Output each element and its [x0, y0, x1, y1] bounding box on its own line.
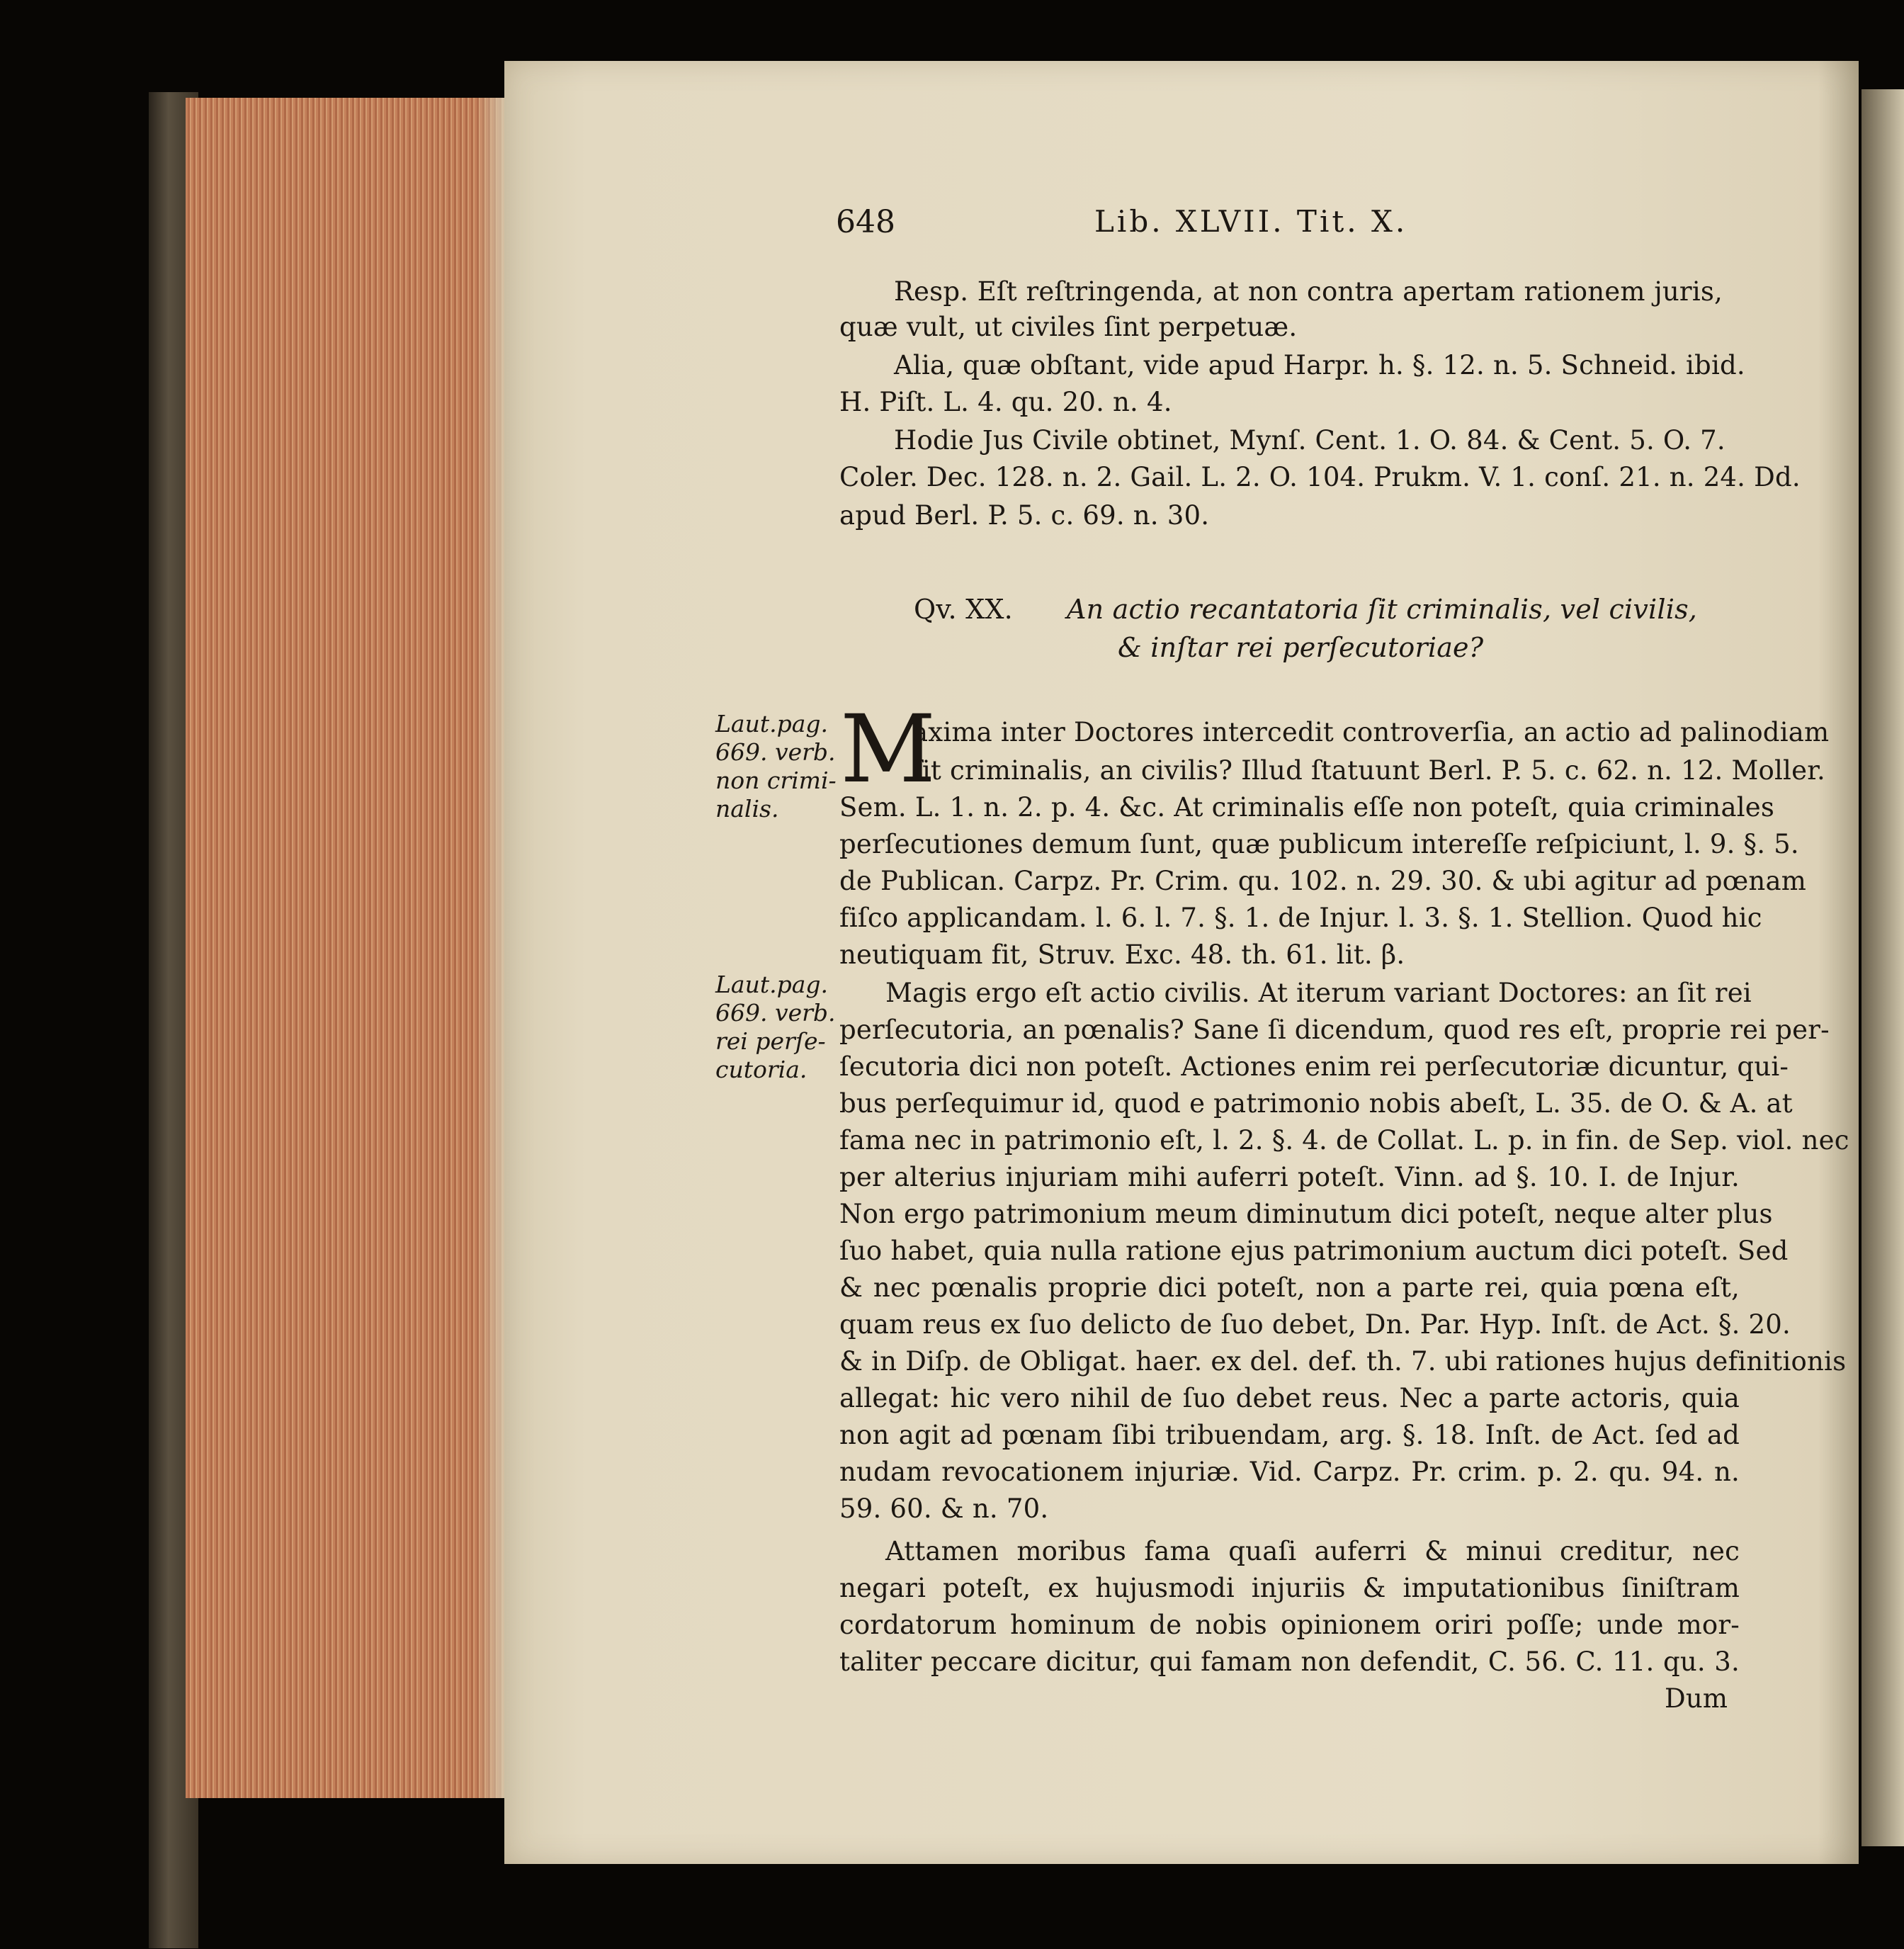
- text-line: & in Diſp. de Obligat. haer. ex del. def. th. 7. ubi rationes hujus definitionis: [839, 1346, 1847, 1377]
- text-line: & nec pœnalis proprie dici poteſt, non a parte rei, quia pœna eſt,: [839, 1272, 1740, 1303]
- text-line: bus perſequimur id, quod e patrimonio nobis abeſt, L. 35. de O. & A. at: [839, 1088, 1793, 1119]
- text-line: ſecutoria dici non poteſt. Actiones enim rei perſecutoriæ dicuntur, qui-: [839, 1051, 1789, 1082]
- text-line: fama nec in patrimonio eſt, l. 2. §. 4. de Collat. L. p. in fin. de Sep. viol. nec: [839, 1125, 1849, 1156]
- text-line: non agit ad pœnam ſibi tribuendam, arg. §. 18. Inſt. de Act. ſed ad: [839, 1420, 1740, 1450]
- page-number: 648: [836, 204, 895, 240]
- text-line: per alterius injuriam mihi auferri poteſt. Vinn. ad §. 10. I. de Injur.: [839, 1162, 1740, 1192]
- text-line: fiſco applicandam. l. 6. l. 7. §. 1. de Injur. l. 3. §. 1. Stellion. Quod hic: [839, 903, 1762, 933]
- drop-cap: M: [840, 695, 936, 804]
- question-label: Qv. XX.: [914, 594, 1013, 625]
- text-line: ſuo habet, quia nulla ratione ejus patrimonium auctum dici poteſt. Sed: [839, 1236, 1789, 1266]
- text-line: quam reus ex ſuo delicto de ſuo debet, Dn. Par. Hyp. Inſt. de Act. §. 20.: [839, 1309, 1791, 1340]
- margin-note-1: Laut.pag. 669. verb. non crimi- nalis.: [715, 710, 837, 823]
- text-line: de Publican. Carpz. Pr. Crim. qu. 102. n. 29. 30. & ubi agitur ad pœnam: [839, 866, 1807, 896]
- text-line: cordatorum hominum de nobis opinionem oriri poſſe; unde mor-: [839, 1610, 1740, 1640]
- facing-page-edge: [1862, 89, 1904, 1846]
- text-line: perſecutoria, an pœnalis? Sane ſi dicendum, quod res eſt, proprie rei per-: [839, 1015, 1830, 1045]
- question-title-line2: & inſtar rei perſecutoriae?: [1118, 632, 1484, 663]
- text-line: quæ vult, ut civiles ſint perpetuæ.: [839, 312, 1298, 342]
- running-title: Lib. XLVII. Tit. X.: [1094, 204, 1408, 239]
- page-edges: [186, 98, 510, 1798]
- text-line: ſit criminalis, an civilis? Illud ſtatuunt Berl. P. 5. c. 62. n. 12. Moller.: [912, 755, 1825, 786]
- text-line: neutiquam fit, Struv. Exc. 48. th. 61. lit. β.: [839, 939, 1405, 970]
- text-line: Resp. Eſt reſtringenda, at non contra apertam rationem juris,: [894, 276, 1723, 307]
- text-line: Alia, quæ obſtant, vide apud Harpr. h. §. 12. n. 5. Schneid. ibid.: [894, 350, 1745, 380]
- text-line: taliter peccare dicitur, qui famam non defendit, C. 56. C. 11. qu. 3.: [839, 1646, 1740, 1677]
- text-line: Non ergo patrimonium meum diminutum dici poteſt, neque alter plus: [839, 1199, 1773, 1229]
- text-line: perſecutiones demum ſunt, quæ publicum intereſſe reſpiciunt, l. 9. §. 5.: [839, 829, 1799, 859]
- text-line: Attamen moribus fama quaſi auferri & minui creditur, nec: [885, 1536, 1740, 1566]
- text-line: Sem. L. 1. n. 2. p. 4. &c. At criminalis eſſe non poteſt, quia criminales: [839, 792, 1775, 823]
- text-line: 59. 60. & n. 70.: [839, 1493, 1049, 1524]
- question-title-line1: An actio recantatoria ſit criminalis, vel civilis,: [1067, 594, 1698, 625]
- text-line: Coler. Dec. 128. n. 2. Gail. L. 2. O. 104. Prukm. V. 1. conſ. 21. n. 24. Dd.: [839, 462, 1801, 492]
- text-line: allegat: hic vero nihil de ſuo debet reus. Nec a parte actoris, quia: [839, 1383, 1740, 1413]
- text-line: Magis ergo eſt actio civilis. At iterum variant Doctores: an ſit rei: [885, 978, 1752, 1008]
- text-line: apud Berl. P. 5. c. 69. n. 30.: [839, 500, 1210, 531]
- catchword: Dum: [1665, 1683, 1728, 1714]
- text-line: axima inter Doctores intercedit controverſia, an actio ad palinodiam: [912, 717, 1830, 747]
- margin-note-2: Laut.pag. 669. verb. rei perſe- cutoria.: [715, 971, 836, 1083]
- text-line: Hodie Jus Civile obtinet, Mynſ. Cent. 1. O. 84. & Cent. 5. O. 7.: [894, 425, 1726, 456]
- text-line: nudam revocationem injuriæ. Vid. Carpz. Pr. crim. p. 2. qu. 94. n.: [839, 1457, 1740, 1487]
- text-line: H. Piſt. L. 4. qu. 20. n. 4.: [839, 387, 1172, 417]
- text-line: negari poteſt, ex hujusmodi injuriis & imputationibus ſiniſtram: [839, 1573, 1740, 1603]
